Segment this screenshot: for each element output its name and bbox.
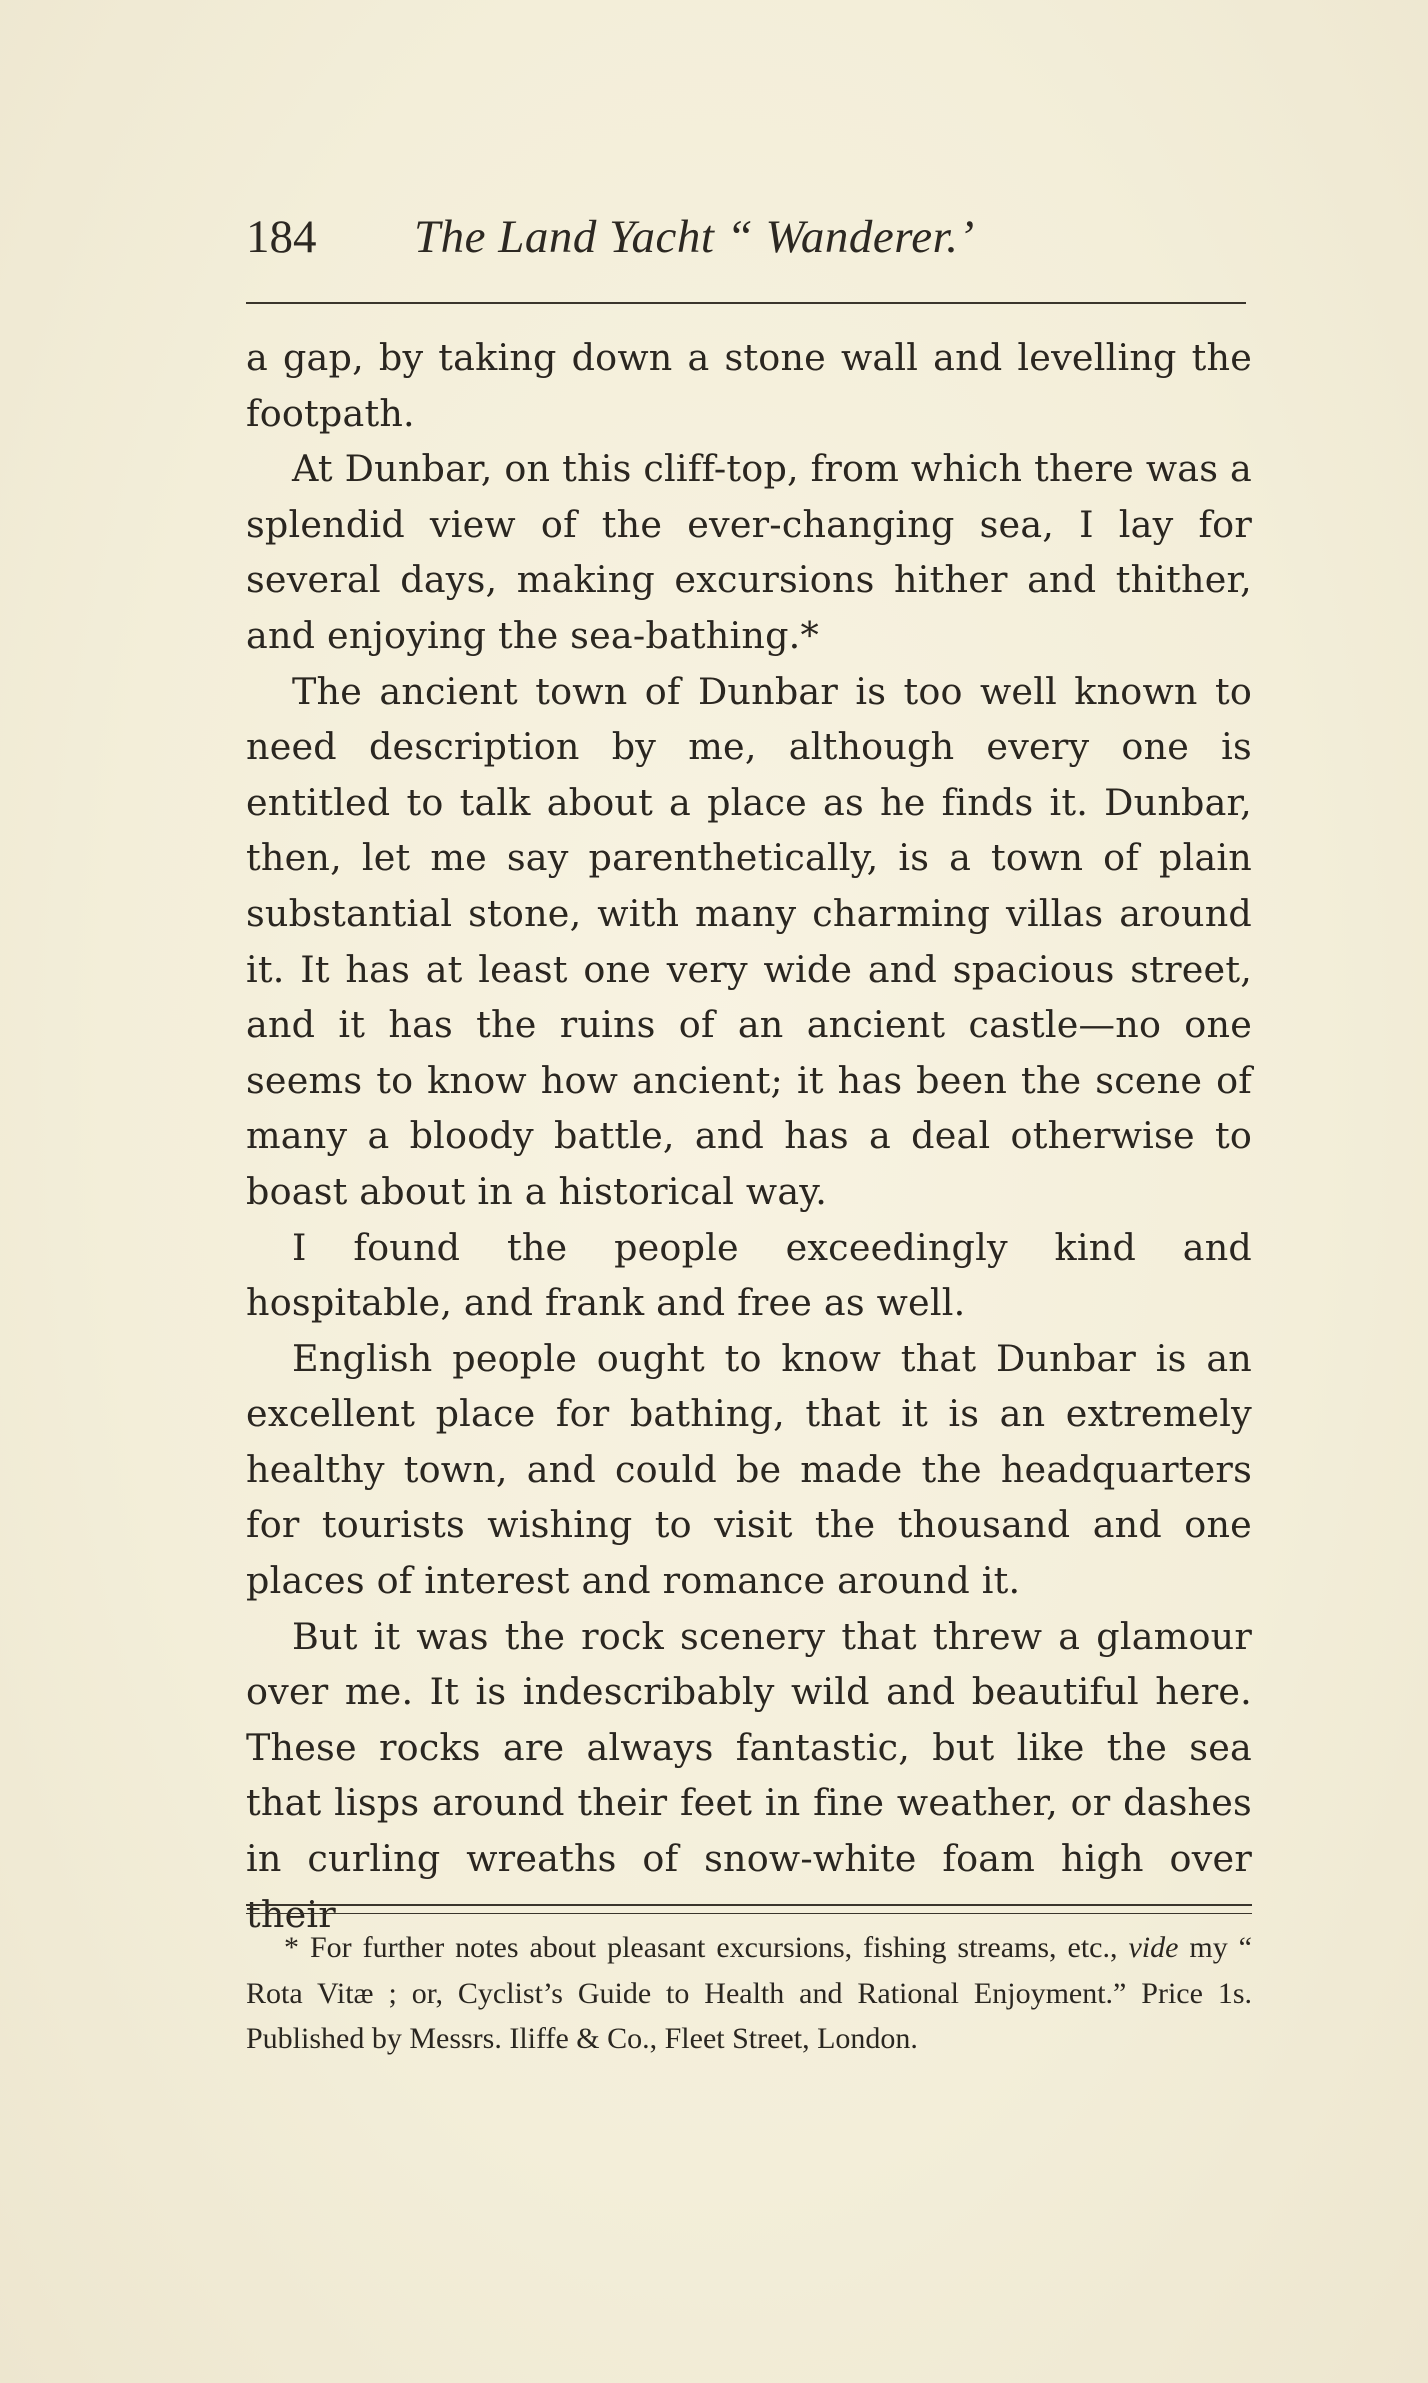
paragraph: At Dunbar, on this cliff-top, from which there was a splendid view of the ever-changing sea, I lay for several days, making excursions hither and thither, and enjoying the sea-bathing.* — [246, 447, 1252, 657]
body-text — [246, 330, 1252, 1942]
footnote — [246, 1925, 1252, 2062]
paragraph: But it was the rock scenery that threw a glamour over me. It is indescribably wild and beautiful here. These rocks are always fantastic, but like the sea that lisps around their feet in fine weather, or dashes in curling wreaths of snow-white foam high over their — [246, 1614, 1252, 1936]
footnote-text — [246, 1925, 1252, 2062]
paragraph: I found the people exceedingly kind and hospitable, and frank and free as well. — [246, 1225, 1252, 1325]
footnote-text-start: * For further notes about pleasant excursions, fishing streams, etc., — [284, 1931, 1129, 1964]
page-number: 184 — [246, 211, 317, 263]
paragraph: a gap, by taking down a stone wall and levelling the footpath. — [246, 336, 1252, 435]
footnote-vide: vide — [1128, 1931, 1179, 1964]
header-rule — [246, 302, 1246, 304]
paragraph: English people ought to know that Dunbar is an excellent place for bathing, that it is an extremely healthy town, and could be made the headquarters for tourists wishing to visit the thousand and one places of interest and romance around it. — [246, 1336, 1252, 1603]
page-header — [246, 210, 1246, 280]
running-title: The Land Yacht “ Wanderer.’ — [414, 211, 975, 263]
footnote-rule — [246, 1904, 1252, 1914]
footnote-text-end: my “ Rota Vitæ ; or, Cyclist’s Guide to Health and Rational Enjoyment.” Price 1s. Published by Messrs. Iliffe & Co., Fleet Street, London. — [246, 1931, 1252, 2055]
paragraph: The ancient town of Dunbar is too well known to need description by me, although every one is entitled to talk about a place as he finds it. Dunbar, then, let me say parenthetically, is a town of plain substantial stone, with many charming villas around it. It has at least one very wide and spacious street, and it has the ruins of an ancient castle—no one seems to know how ancient; it has been the scene of many a bloody battle, and has a deal otherwise to boast about in a historical way. — [246, 669, 1252, 1213]
